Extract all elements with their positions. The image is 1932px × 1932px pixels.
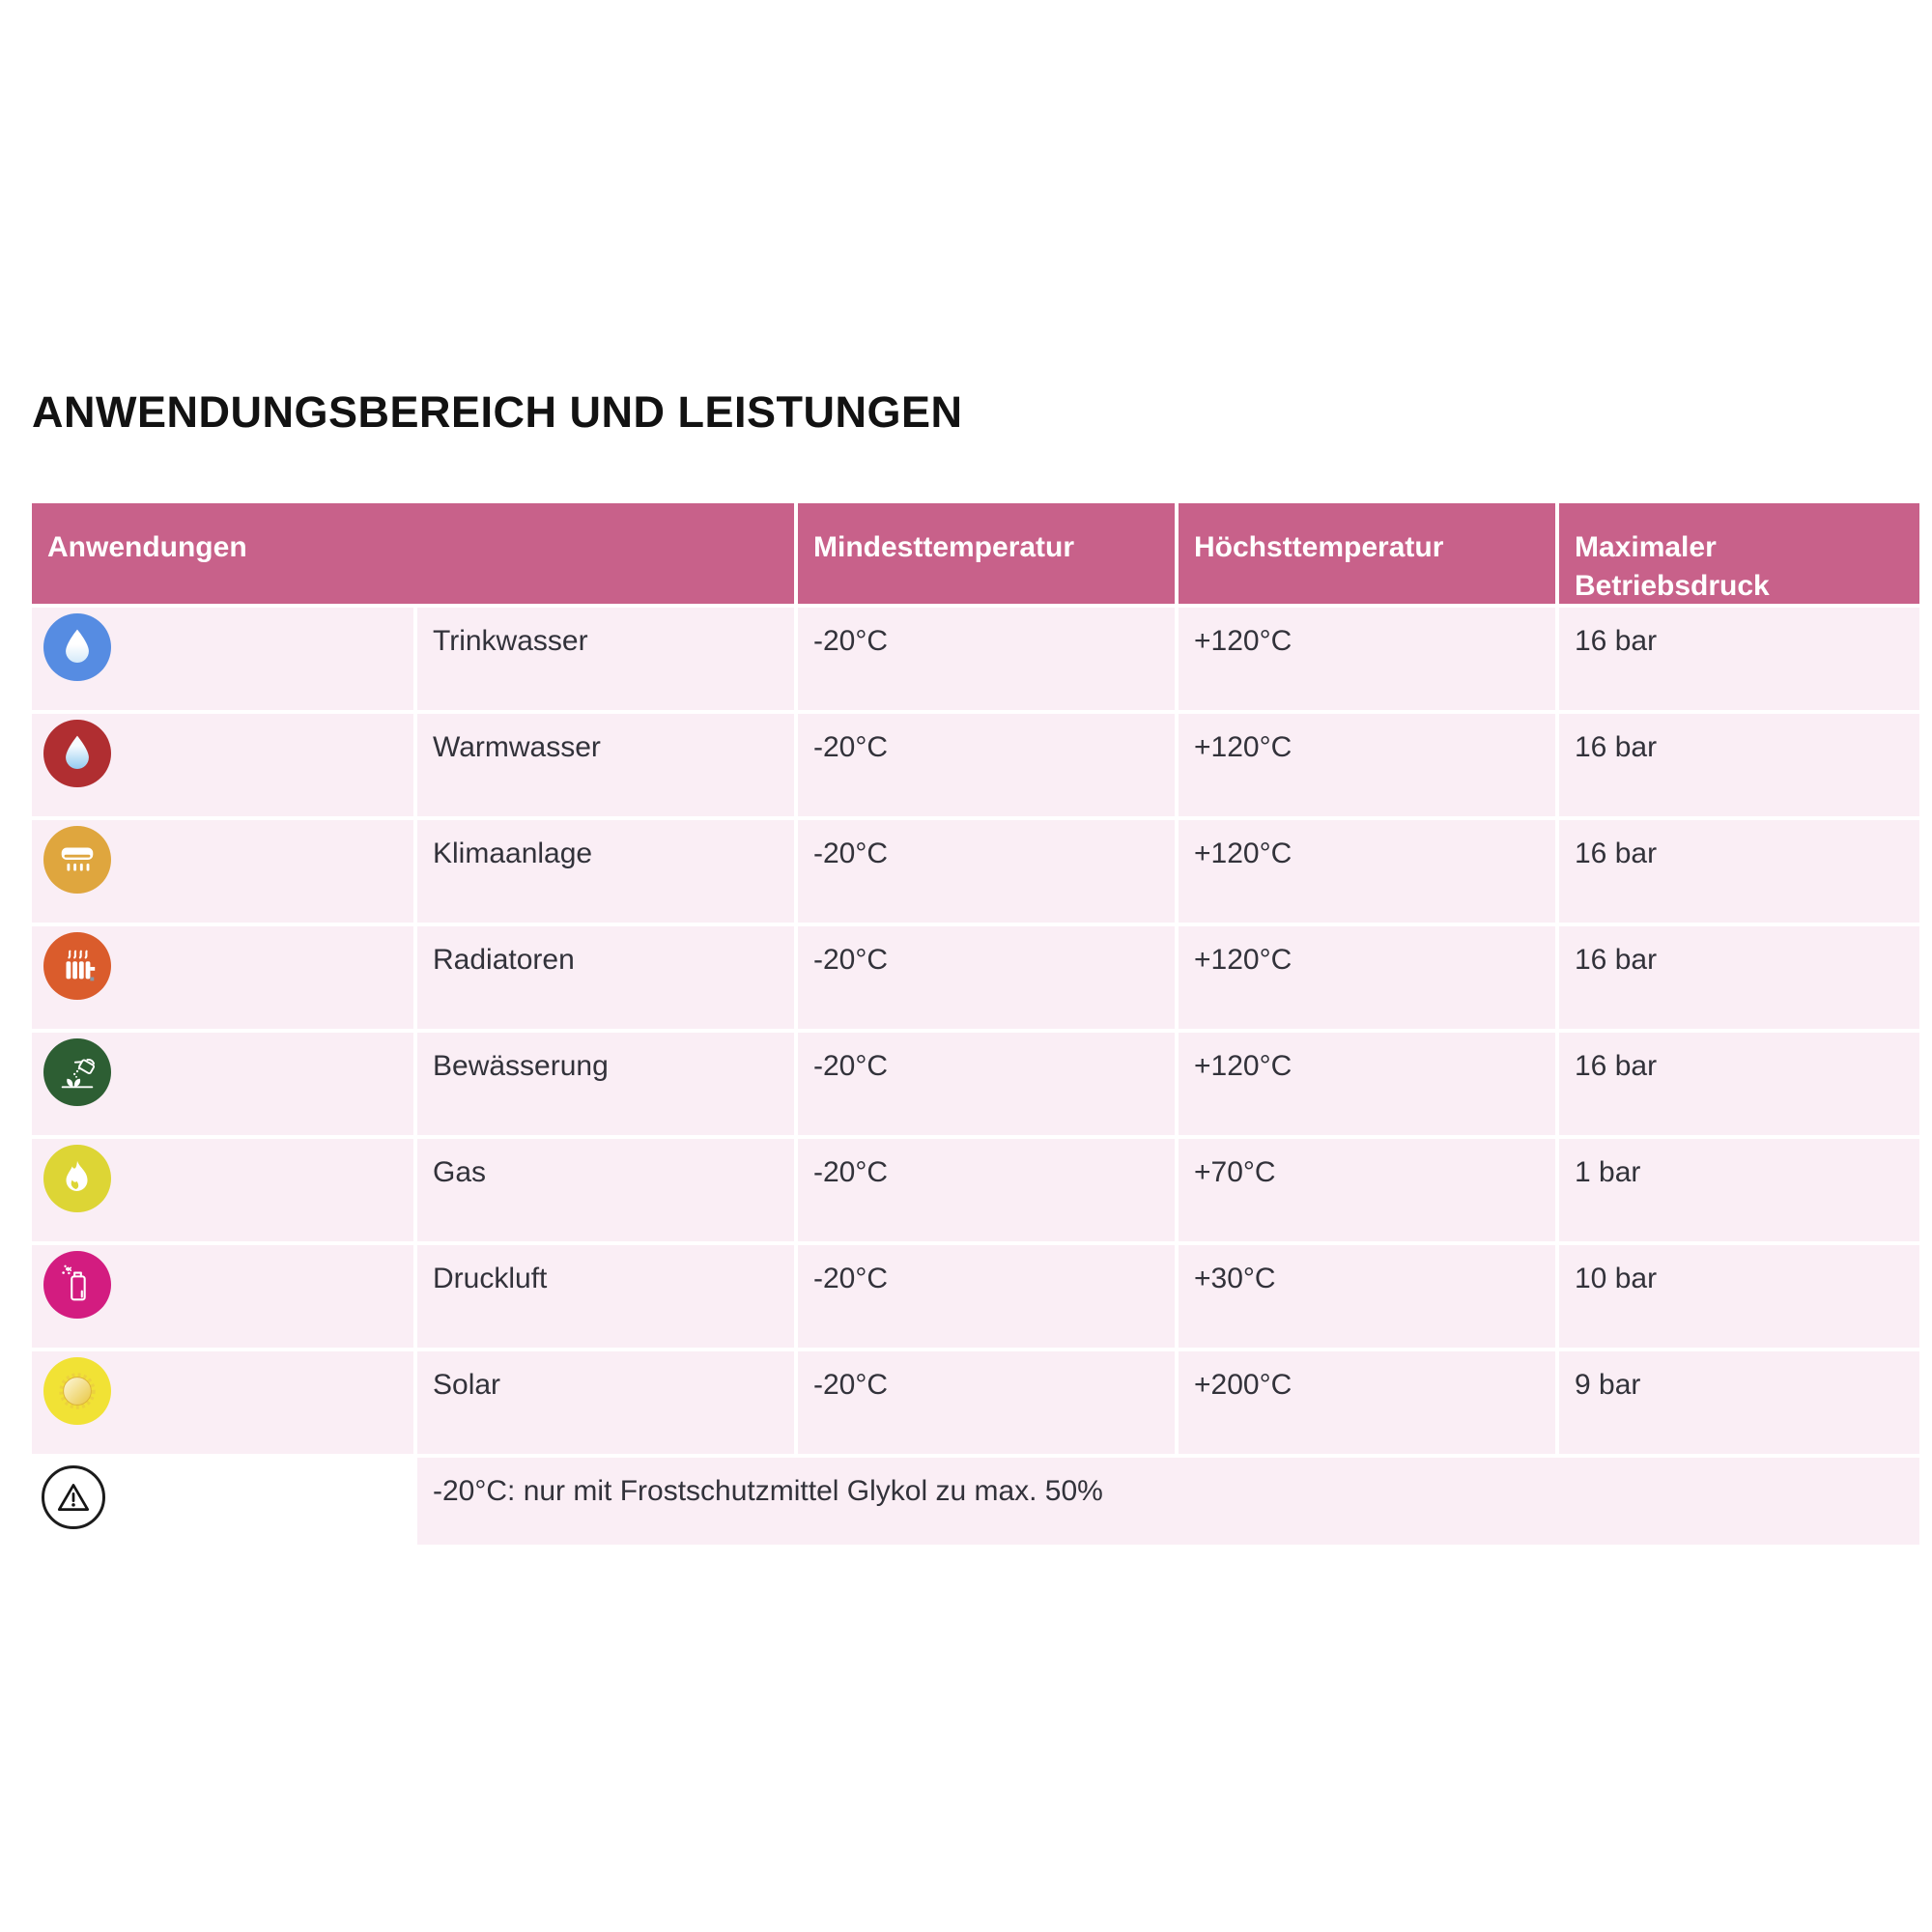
application-name: Gas [417,1139,794,1241]
max-temperature-value: +120°C [1179,926,1555,1029]
application-icon-cell [32,1033,413,1135]
hot-water-drop-icon [43,720,111,787]
application-icon-cell [32,1245,413,1348]
max-pressure-value: 16 bar [1559,1033,1919,1135]
column-header-anwendungen: Anwendungen [32,503,794,604]
application-icon-cell [32,820,413,923]
air-conditioner-icon [43,826,111,894]
min-temperature-value: -20°C [798,1351,1175,1454]
application-icon-cell [32,714,413,816]
min-temperature-value: -20°C [798,608,1175,710]
note-icon-cell [32,1458,413,1545]
max-temperature-value: +120°C [1179,820,1555,923]
page-title: ANWENDUNGSBEREICH UND LEISTUNGEN [32,387,963,437]
max-pressure-value: 16 bar [1559,608,1919,710]
application-name: Solar [417,1351,794,1454]
application-name: Bewässerung [417,1033,794,1135]
max-temperature-value: +120°C [1179,608,1555,710]
max-temperature-value: +30°C [1179,1245,1555,1348]
warning-icon [42,1465,105,1529]
max-pressure-value: 16 bar [1559,926,1919,1029]
min-temperature-value: -20°C [798,820,1175,923]
note-text: -20°C: nur mit Frostschutzmittel Glykol zu max. 50% [417,1458,1919,1545]
column-header-mindesttemperatur: Mindesttemperatur [798,503,1175,604]
max-temperature-value: +120°C [1179,1033,1555,1135]
application-name: Radiatoren [417,926,794,1029]
gas-flame-icon [43,1145,111,1212]
max-temperature-value: +200°C [1179,1351,1555,1454]
application-name: Klimaanlage [417,820,794,923]
column-header-hoechsttemperatur: Höchsttemperatur [1179,503,1555,604]
application-icon-cell [32,926,413,1029]
max-pressure-value: 1 bar [1559,1139,1919,1241]
irrigation-icon [43,1038,111,1106]
application-icon-cell [32,1351,413,1454]
application-name: Druckluft [417,1245,794,1348]
max-pressure-value: 16 bar [1559,820,1919,923]
spray-can-icon [43,1251,111,1319]
application-icon-cell [32,1139,413,1241]
application-name: Warmwasser [417,714,794,816]
max-pressure-value: 10 bar [1559,1245,1919,1348]
radiator-icon [43,932,111,1000]
min-temperature-value: -20°C [798,926,1175,1029]
water-drop-icon [43,613,111,681]
column-header-maximaler-betriebsdruck: Maximaler Betriebsdruck [1559,503,1919,604]
min-temperature-value: -20°C [798,1245,1175,1348]
max-temperature-value: +70°C [1179,1139,1555,1241]
min-temperature-value: -20°C [798,1139,1175,1241]
applications-table [32,503,1919,1545]
max-pressure-value: 9 bar [1559,1351,1919,1454]
sun-icon [43,1357,111,1425]
max-pressure-value: 16 bar [1559,714,1919,816]
application-icon-cell [32,608,413,710]
application-name: Trinkwasser [417,608,794,710]
max-temperature-value: +120°C [1179,714,1555,816]
min-temperature-value: -20°C [798,714,1175,816]
min-temperature-value: -20°C [798,1033,1175,1135]
